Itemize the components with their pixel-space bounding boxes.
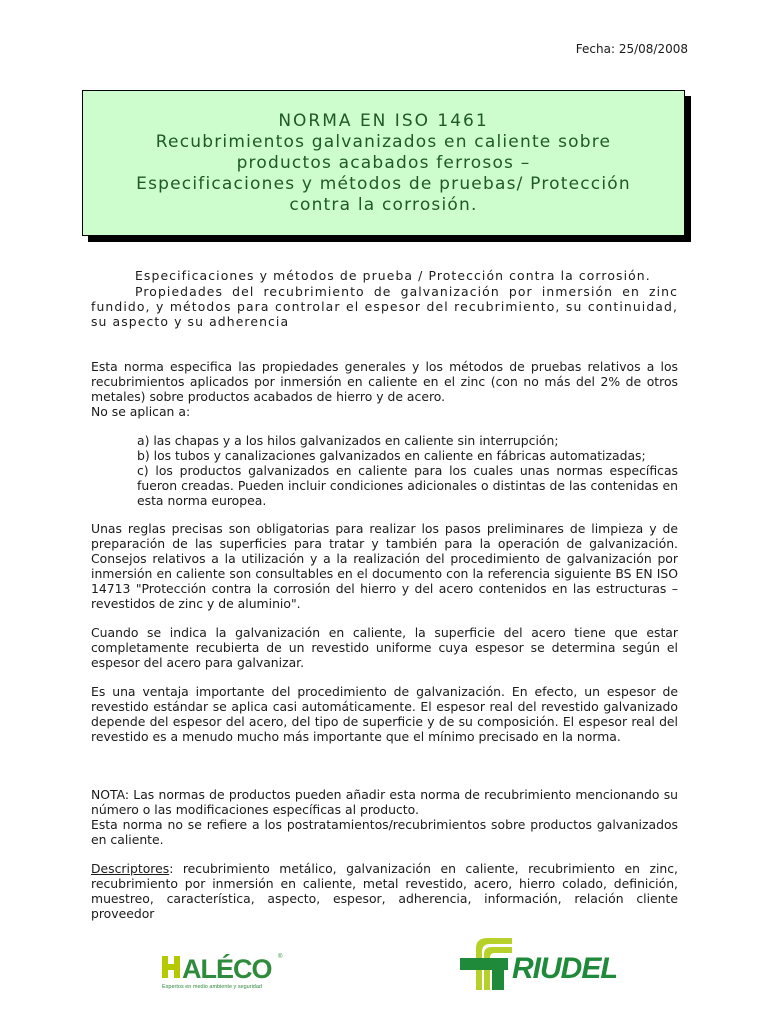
not-applied-label: No se aplican a: xyxy=(91,404,191,419)
riudel-logo xyxy=(456,932,616,994)
svg-text:RIUDEL: RIUDEL xyxy=(512,952,616,985)
note-line-1: NOTA: Las normas de productos pueden añadir esta norma de recubrimiento mencionando su número o las modificaciones específicas al producto. xyxy=(91,787,678,817)
svg-text:Expertos en medio ambiente y s: Expertos en medio ambiente y seguridad xyxy=(162,984,262,990)
title-standard: NORMA EN ISO 1461 xyxy=(278,110,489,131)
scope-paragraph: Esta norma especifica las propiedades generales y los métodos de pruebas relativos a los recubrimientos aplicados por inmersión en caliente en el zinc (con no más del 2% de otros metales) sobre productos acabados de hierro y de acero. xyxy=(91,359,678,404)
date-text: Fecha: 25/08/2008 xyxy=(575,42,688,56)
intro-line-2: Propiedades del recubrimiento de galvanización por inmersión en zinc fundido, y métodos para controlar el espesor del recubrimiento, su continuidad, su aspecto y su adherencia xyxy=(91,284,678,329)
haleco-logo xyxy=(158,948,318,994)
title-line-2: Recubrimientos galvanizados en caliente sobre xyxy=(155,131,612,152)
descriptors-label: Descriptores xyxy=(91,861,170,876)
advantage-paragraph: Es una ventaja importante del procedimiento de galvanización. En efecto, un espesor de revestido estándar se aplica casi automáticamente. El espesor real del revestido galvanizado depende del espesor del acero, del tipo de superficie y de su composición. El espesor real del revestido es a menudo mucho más importante que el mínimo precisado en la norma. xyxy=(91,684,678,744)
exclusion-c: c) los productos galvanizados en caliente para los cuales unas normas específicas fueron creadas. Pueden incluir condiciones adicionales o distintas de las contenidas en esta norma europea. xyxy=(137,463,678,508)
svg-text:ALÉCO: ALÉCO xyxy=(182,954,272,984)
rules-paragraph: Unas reglas precisas son obligatorias para realizar los pasos preliminares de limpieza y de preparación de las superficies para tratar y también para la operación de galvanización. Consejos relativos a la utilización y a la realización del procedimiento de galvanización por inmersión en caliente son consultables en el documento con la referencia siguiente BS EN ISO 14713 "Protección contra la corrosión del hierro y del acero contenidos en las estructuras – revestidos de zinc y de aluminio". xyxy=(91,521,678,611)
title-box xyxy=(82,90,685,236)
descriptors-text: : recubrimiento metálico, galvanización en caliente, recubrimiento en zinc, recubrimiento por inmersión en caliente, metal revestido, acero, hierro colado, definición, muestreo, característica, aspecto, espesor, adherencia, información, relación cliente proveedor xyxy=(91,861,678,921)
title-line-5: contra la corrosión. xyxy=(289,194,478,215)
note-line-2: Esta norma no se refiere a los postratamientos/recubrimientos sobre productos galvanizados en caliente. xyxy=(91,817,678,847)
title-line-3: productos acabados ferrosos – xyxy=(236,152,531,173)
intro-line-1: Especificaciones y métodos de prueba / Protección contra la corrosión. xyxy=(135,268,651,283)
exclusion-b: b) los tubos y canalizaciones galvanizados en caliente en fábricas automatizadas; xyxy=(137,448,646,463)
svg-text:®: ® xyxy=(278,954,283,960)
exclusion-a: a) las chapas y a los hilos galvanizados en caliente sin interrupción; xyxy=(137,433,559,448)
hot-dip-paragraph: Cuando se indica la galvanización en caliente, la superficie del acero tiene que estar completamente recubierta de un revestido uniforme cuya espesor se determina según el espesor del acero para galvanizar. xyxy=(91,625,678,670)
descriptors-paragraph xyxy=(91,861,678,921)
title-line-4: Especificaciones y métodos de pruebas/ Protección xyxy=(136,173,631,194)
